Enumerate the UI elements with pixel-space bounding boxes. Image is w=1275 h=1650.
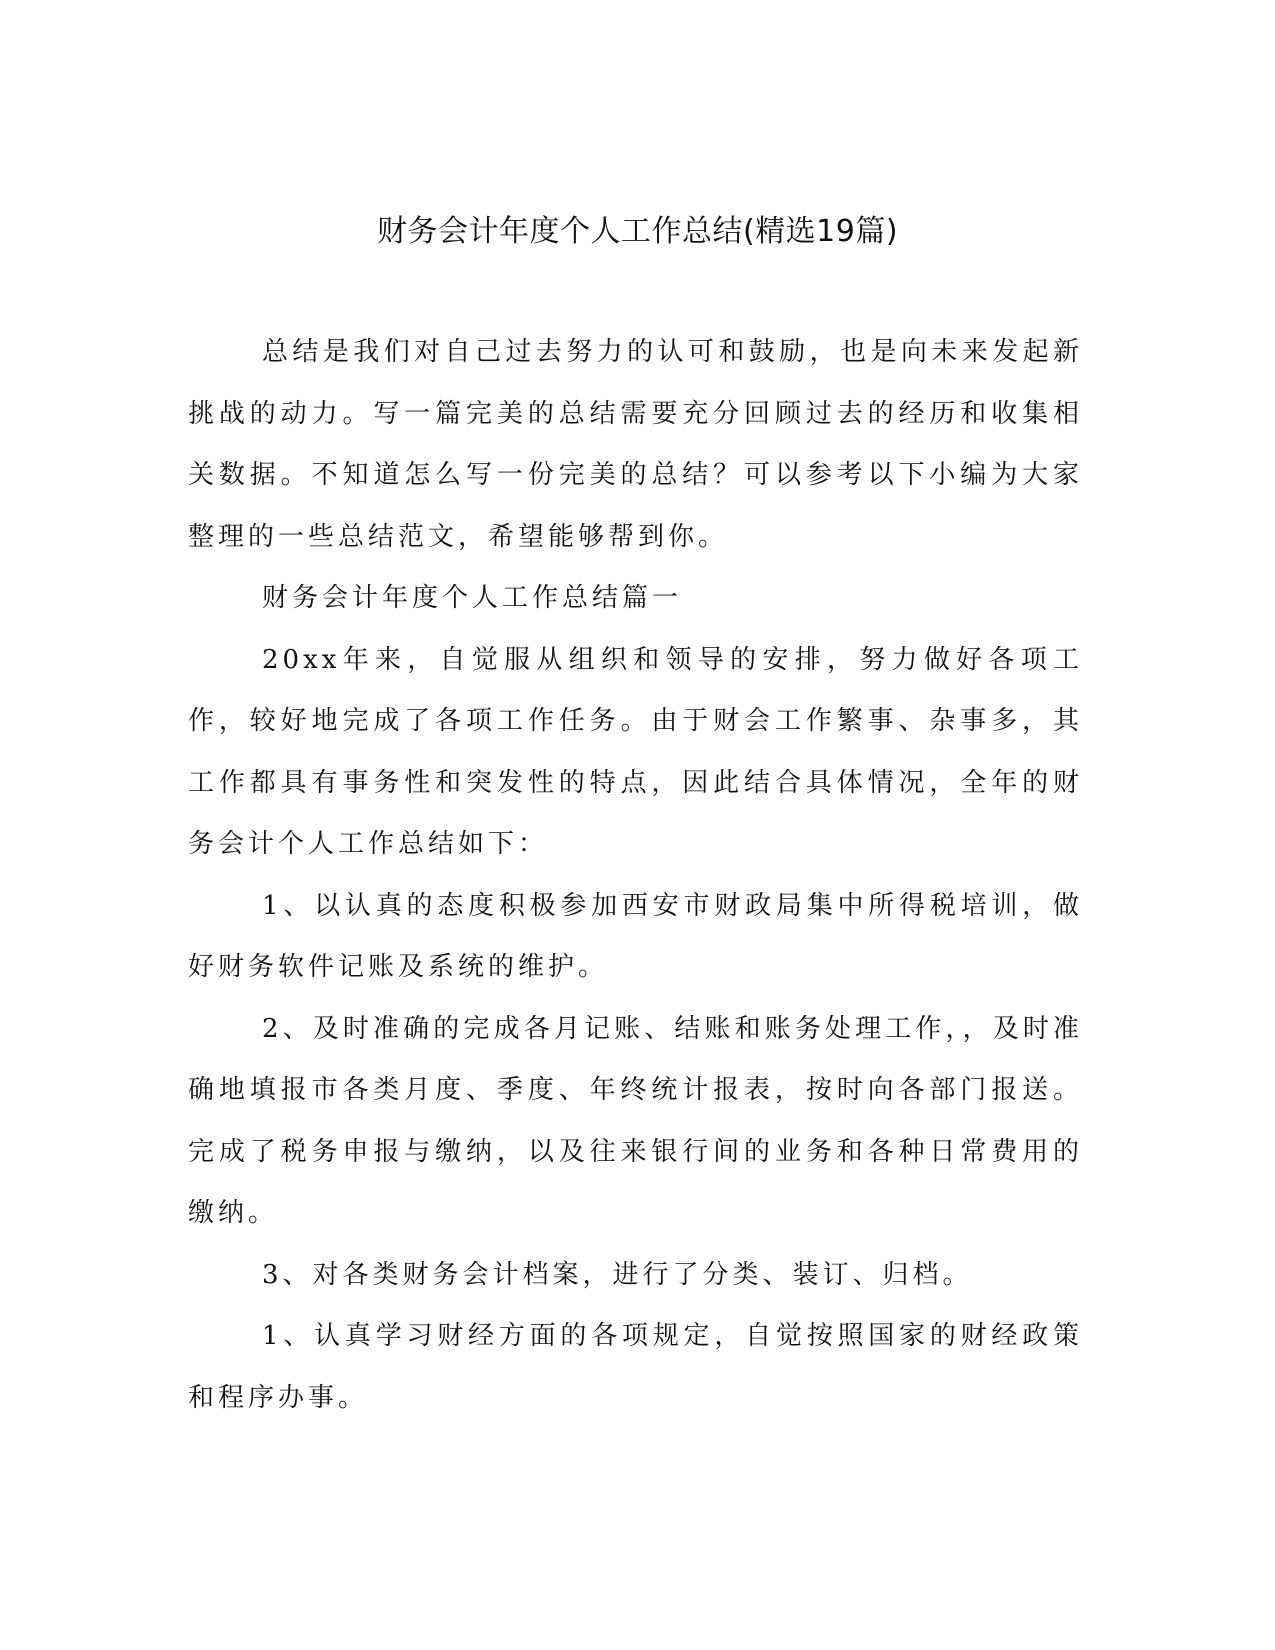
list-item-4: 1、认真学习财经方面的各项规定，自觉按照国家的财经政策和程序办事。 (188, 1321, 1083, 1413)
list-item-2: 2、及时准确的完成各月记账、结账和账务处理工作，，及时准确地填报市各类月度、季度、年终统计报表，按时向各部门报送。完成了税务申报与缴纳，以及往来银行间的业务和各种日常费用的缴纳。 (188, 1013, 1083, 1228)
document-title: 财务会计年度个人工作总结(精选19篇) (376, 214, 899, 249)
list-item-3: 3、对各类财务会计档案，进行了分类、装订、归档。 (262, 1259, 973, 1290)
paragraph-intro: 总结是我们对自己过去努力的认可和鼓励，也是向未来发起新挑战的动力。写一篇完美的总结需要充分回顾过去的经历和收集相关数据。不知道怎么写一份完美的总结？可以参考以下小编为大家整理的一些总结范文，希望能够帮到你。 (188, 337, 1083, 552)
section-heading-1: 财务会计年度个人工作总结篇一 (262, 583, 683, 613)
list-item-1: 1、以认真的态度积极参加西安市财政局集中所得税培训，做好财务软件记账及系统的维护。 (188, 890, 1083, 982)
paragraph-summary: 20xx年来，自觉服从组织和领导的安排，努力做好各项工作，较好地完成了各项工作任务。由于财会工作繁事、杂事多，其工作都具有事务性和突发性的特点，因此结合具体情况，全年的财务会计个人工作总结如下： (188, 644, 1083, 859)
document-body (188, 322, 1083, 1429)
